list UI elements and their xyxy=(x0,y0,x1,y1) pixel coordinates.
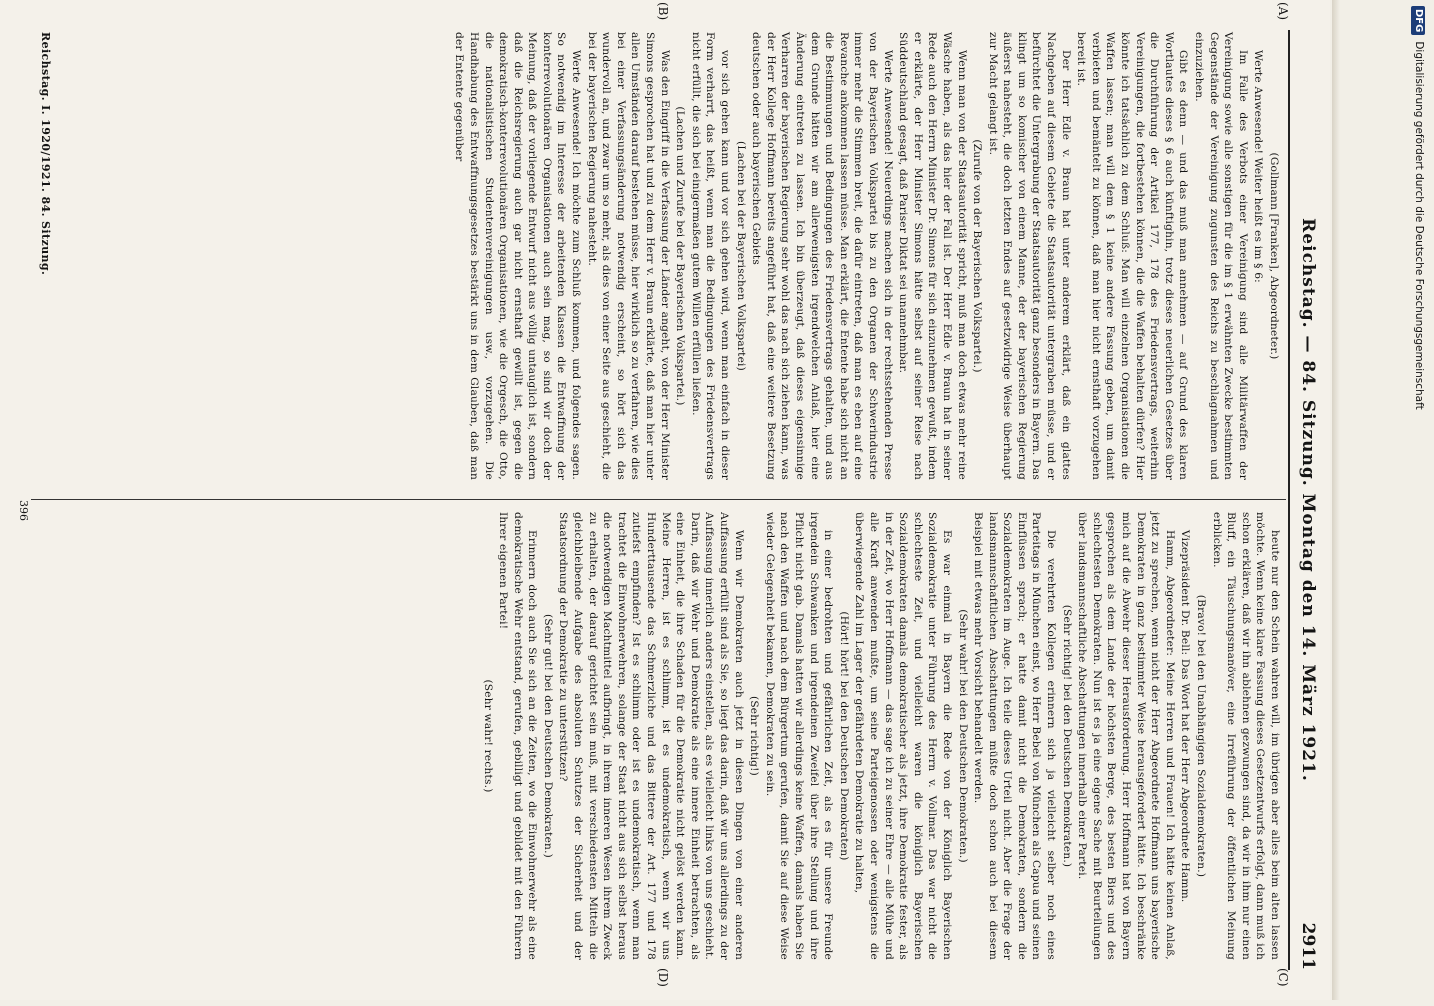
page-header-number: 2911 xyxy=(1298,922,1318,970)
paragraph: (Sehr richtig! bei den Deutschen Demokraten.) xyxy=(1060,604,1073,868)
dfg-logo-icon: DFG xyxy=(1411,6,1425,35)
paragraph: Vizepräsident Dr. Bell: Das Wort hat der Herr Abgeordnete Hamm. xyxy=(1179,530,1192,903)
paragraph: (Lachen bei der Bayerischen Volkspartei) xyxy=(734,141,747,371)
paragraph: heute nur den Schein wahren will, im übrigen aber alles beim alten lassen möchte. Wenn keine klare Fassung dieses Gesetzentwurfs erfolgt, dann muß ich schon erklären, daß wir ihn ablehnen gezwungen sind, da wir in ihm nur einen Bluff, ein Täuschungsmanöver, eine Irreführung der öffentlichen Meinung erblicken. xyxy=(1210,512,1281,960)
paragraph: vor sich gehen kann und vor sich gehen wird, wenn man einfach in dieser Form verharrt, das heißt, wenn man die Bedingungen des Friedensvertrags nicht erfüllt, die sich bei einigermaßen gutem Willen erfüllen ließen. xyxy=(689,32,732,480)
page-footer: Reichstag. I. 1920/1921. 84. Sitzung. xyxy=(39,32,52,276)
header-rule xyxy=(1288,30,1290,970)
paragraph: Es war einmal in Bayern die Rede von der Königlich Bayerischen Sozialdemokratie unter Führung des Herrn v. Vollmar. Das war nicht die schlechteste Zeit, und vielleicht waren die königlich Bayerischen Sozialdemokraten damals demokratischer als jetzt, ihre Demokratie fester, als in der Zeit, wo Herr Hoffmann — das sage ich zu seiner Ehre — alle Mühe und alle Kraft anwenden mußte, um seine Parteigenossen oder wenigstens die überwiegende Zahl im Lager der gefährdeten Demokratie zu halten, xyxy=(853,512,953,960)
paragraph: (Hört! hört! bei den Deutschen Demokraten) xyxy=(837,611,850,861)
left-text-column xyxy=(72,32,1282,480)
paragraph: Im Falle des Verbots einer Vereinigung sind alle Militärwaffen der Vereinigung sowie alle sonstigen für die im § 1 erwähnten Zwecke bestimmten Gegenstände der Vereinigung zugunsten des Reichs zu beschlagnahmen und einzuziehen. xyxy=(1193,32,1249,480)
column-rule xyxy=(31,499,1286,500)
margin-marker-b: (B) xyxy=(656,2,670,21)
paragraph: (Bravo! bei den Unabhängigen Sozialdemokraten.) xyxy=(1195,594,1208,878)
paragraph: Wenn wir Demokraten auch jetzt in diesen Dingen von einer anderen Auffassung erfüllt sind als Sie, so liegt das darin, daß wir uns allerdings zu der Auffassung innerlich anders einstellen, als es vielleicht links von uns geschieht. Darin, daß wir Wehr und Demokratie als eine innere Einheit betrachten, als eine Einheit, die ihre Schaden für die Demokratie nicht gelöst werden kann. Meine Herren, ist es schlimm, ist es undemokratisch, wenn wir uns Hunderttausende das Schmerzliche und das Bittere der Art. 177 und 178 zutiefst empfinden? Ist es schlimm oder ist es undemokratisch, wenn man trachtet die Einwohnerwehren, solange der Staat nicht aus sich selbst heraus die notwendigen Machtmittel aufbringt, in ihrem inneren Wesen ihrem Zweck zu erhalten, der darauf gerichtet sein muß, mit verschiedensten Mitteln die gleichbleibende Aufgabe des absoluten Schutzes der Sicherheit und der Staatsordnung der Demokratie zu unterstützen? xyxy=(557,512,745,960)
paragraph: (Sehr gut! bei den Deutschen Demokraten.) xyxy=(541,614,554,858)
scan-edge-shadow xyxy=(1332,0,1340,1000)
paragraph: (Lachen und Zurufe bei der Bayerischen Volkspartei.) xyxy=(674,106,687,406)
paragraph: (Sehr wahr! bei den Deutschen Demokraten.) xyxy=(956,609,969,863)
paragraph: Werte Anwesende! Neuerdings machen sich in der rechtsstehenden Presse von der Bayerischen Volkspartei bis zu den Organen der Schwerindustrie immer mehr die Stimmen breit, die dafür eintreten, daß man es eben auf eine Revanche ankommen lassen müsse. Man erklärt, die Entente habe sich nicht an die Bestimmungen und Bedingungen des Friedensvertrags gehalten, und aus dem Grunde hätten wir am allerwenigsten irgendwelchen Anlaß, hier eine Änderung eintreten zu lassen. Ich bin überzeugt, daß dieses eigensinnige Verharren der bayerischen Regierung sehr wohl das nach sich ziehen kann, was der Herr Kollege Hoffmann bereits angeführt hat, daß eine weitere Besetzung deutschen oder auch bayerischen Gebiets xyxy=(750,32,894,480)
paragraph: Erinnern doch auch Sie sich an die Zeiten, wo die Einwohnerwehr als eine demokratische Wehr entstand, gerufen, gebilligt und gebildet mit den Führern Ihrer eigenen Partei! xyxy=(497,512,539,960)
page-footer-mark: 396 xyxy=(17,500,30,521)
digitization-credit-text: Digitalisierung gefördert durch die Deutsche Forschungsgemeinschaft xyxy=(1413,41,1425,410)
paragraph: in einer bedrohten und gefährlichen Zeit, als es für unsere Freunde irgendein Schwanken und irgendeinen Zweifel über ihre Stellung und ihre Pflicht nicht gab. Damals hatten wir allerdings keine Waffen, damals haben Sie nach den Waffen und nach dem Bürgertum gerufen, damit Sie auf diese Weise wieder Gelegenheit bekamen, Demokraten zu sein. xyxy=(763,512,835,960)
paragraph: (Zurufe von der Bayerischen Volkspartei.) xyxy=(971,139,984,373)
paragraph: Was den Eingriff in die Verfassung der Länder angeht, von der Herr Minister Simons gesprochen hat und zu dem Herr v. Braun erklärte, daß man hier unter allen Umständen darauf bestehen müsse, hier wirklich so zu verfahren, wie dies bei einer Verfassungsänderung notwendig erscheint, so hört sich das wundervoll an, und zwar um so mehr, als dies von einer Seite aus geschieht, die bei der bayerischen Regierung nahesteht. xyxy=(585,32,671,480)
margin-marker-d: (D) xyxy=(656,968,670,987)
page-header xyxy=(1294,30,1320,970)
paragraph: Hamm, Abgeordneter: Meine Herren und Frauen! Ich hätte keinen Anlaß, jetzt zu sprechen, wenn nicht der Herr Abgeordnete Hoffmann uns bayerische Demokraten in ganz bestimmter Weise herausgefordert hätte. Ich beschränke mich auf die Abwehr dieser Herausforderung. Herr Hoffmann hat von Bayern gesprochen als dem Lande der höchsten Berge, des besten Biers und des schlechtesten Demokraten. Nun ist es ja eine eigene Sache mit Beurteilungen über landsmannschaftliche Abschattungen innerhalb einer Partei. xyxy=(1076,512,1176,960)
paragraph: (Gollmann [Franken], Abgeordneter.) xyxy=(1268,152,1280,360)
paragraph: Gibt es denn — und das muß man annehmen — auf Grund des klaren Wortlautes dieses § 6 auch künftighin, trotz dieses neuerlichen Gesetzes über die Durchführung der Artikel 177, 178 des Friedensvertrags, weiterhin Vereinigungen, die fortbestehen können, die die Waffen behalten dürfen? Hier könnte ich tatsächlich zu dem Schluß: Man will einzelnen Organisationen die Waffen lassen; man will dem § 1 keine andere Fassung geben, um damit verbieten und bemäntelt zu können, daß man hier nicht ernsthaft vorzugehen bereit ist. xyxy=(1075,32,1190,480)
page-header-title: Reichstag. — 84. Sitzung. Montag den 14. März 1921. xyxy=(1298,218,1318,782)
margin-marker-a: (A) xyxy=(1276,2,1290,21)
paragraph: (Sehr richtig!) xyxy=(748,696,761,776)
paragraph: Der Herr Edle v. Braun hat unter anderem erklärt, daß ein glattes Nachgeben auf diesem Gebiete die Staatsautorität untergraben müsse, und er befürchtet die Untergrabung der Staatsautorität ganz besonders in Bayern. Das klingt um so komischer von einem Manne, der der bayerischen Regierung äußerst nahesteht, die doch letzten Endes auf gesetzwidrige Weise überhaupt zur Macht gelangt ist. xyxy=(986,32,1072,480)
digitization-credit xyxy=(1404,0,1434,1000)
paragraph: Die verehrten Kollegen erinnern sich ja vielleicht selber noch eines Parteitags in München einst, wo Herr Bebel von München als Capua und seinen Einflüssen sprach; er hatte damit nicht die Demokraten, sondern die Sozialdemokraten im Auge. Ich teile dieses Urteil nicht. Aber die Frage der landsmannschaftlichen Abschattungen müßte doch schon auch bei diesem Beispiel mit etwas mehr Vorsicht behandelt werden. xyxy=(972,512,1058,960)
right-text-column xyxy=(72,512,1282,960)
paragraph: Wenn man von der Staatsautorität spricht, muß man doch etwas mehr reine Wäsche haben, als das hier der Fall ist. Der Herr Edle v. Braun hat in seiner Rede auch den Herrn Minister Dr. Simons für sich einzunehmen gewußt, indem er erklärte, der Herr Minister Simons hätte selbst auf seiner Reise nach Süddeutschland gesagt, daß Pariser Diktat sei unannehmbar. xyxy=(897,32,968,480)
paragraph: Werte Anwesende! Ich möchte zum Schluß kommen, und folgendes sagen. So notwendig im Interesse der arbeitenden Klassen die Entwaffnung der konterrevolutionären Organisationen auch sein mag, so sind wir doch der Meinung, daß der vorliegende Entwurf nicht aus völlig untauglich ist, sondern daß die Reichsregierung auch gar nicht ernsthaft gewillt ist, gegen die demokratisch-konterrevolutionären Organisationen, wie die Orgesch, die Otto, die nationalistischen Studentenvereinigungen usw., vorzugehen. Die Handhabung des Entwaffnungsgesetzes bestärkt uns in dem Glauben, daß man der Entente gegenüber xyxy=(453,32,583,480)
paragraph: Werte Anwesende! Weiter heißt es im § 6: xyxy=(1252,50,1265,283)
paragraph: (Sehr wahr! rechts.) xyxy=(481,679,494,793)
margin-marker-c: (C) xyxy=(1276,968,1290,987)
